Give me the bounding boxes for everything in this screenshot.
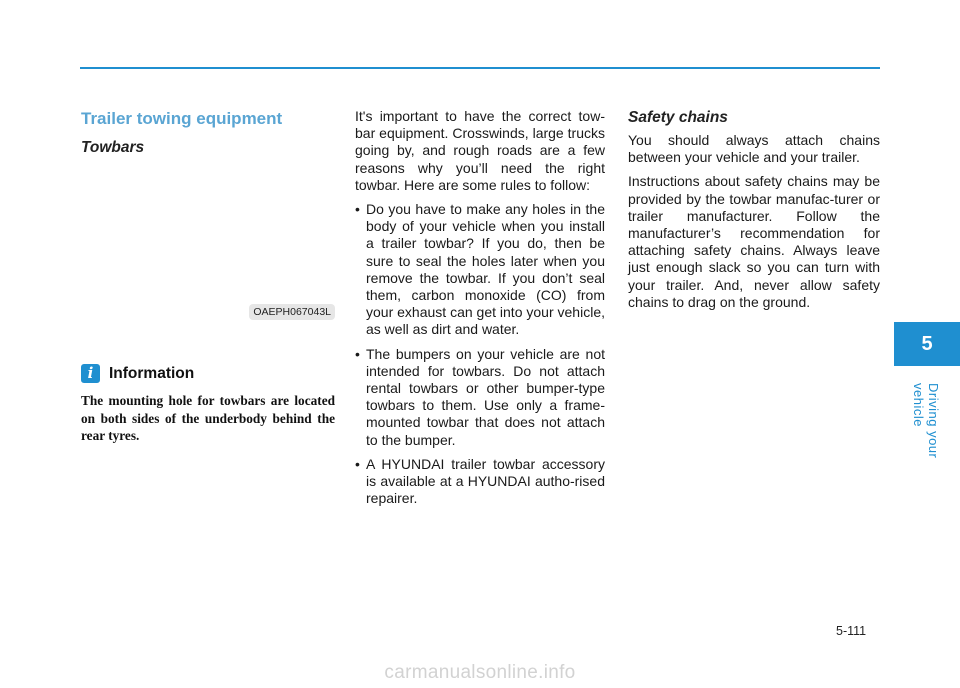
paragraph: Instructions about safety chains may be provided by the towbar manufac-turer or trailer manufacturer. Follow the manufacturer’s recommendation for attaching safety chains. Always leave just enough slack so you can turn with your trailer. And, never allow safety chains to drag on the ground.: [628, 173, 880, 310]
left-column: [81, 108, 335, 443]
header-rule: [80, 67, 880, 69]
watermark: carmanualsonline.info: [384, 662, 576, 683]
chapter-label: Driving your vehicle: [911, 383, 941, 459]
chapter-tab: 5: [894, 322, 960, 366]
section-title: Trailer towing equipment: [81, 109, 283, 128]
figure-code: OAEPH067043L: [249, 304, 335, 320]
rules-list: [355, 201, 605, 507]
info-icon: i: [81, 364, 100, 383]
info-title: Information: [109, 364, 195, 382]
page-number: 5-111: [836, 624, 867, 638]
info-text: The mounting hole for towbars are located on both sides of the underbody behind the rear tyres.: [81, 393, 335, 443]
list-item: • A HYUNDAI trailer towbar accessory is available at a HYUNDAI autho-rised repairer.: [355, 456, 605, 508]
middle-column: [355, 108, 605, 514]
intro-paragraph: It's important to have the correct tow-bar equipment. Crosswinds, large trucks going by, and rough roads are a few reasons why you’ll need the right towbar. Here are some rules to follow:: [355, 108, 605, 193]
info-heading: [81, 364, 194, 383]
list-item: • The bumpers on your vehicle are not intended for towbars. Do not attach rental towbars or other bumper-type towbars to them. Use only a frame-mounted towbar that does not attach to the bumper.: [355, 346, 605, 449]
subsection-title-safety-chains: Safety chains: [628, 109, 728, 126]
right-column: [628, 108, 880, 318]
list-item: • Do you have to make any holes in the body of your vehicle when you install a trailer towbar? If you do, then be sure to seal the holes later when you remove the towbar. If you don’t seal them, carbon monoxide (CO) from your exhaust can get into your vehicle, as well as dirt and water.: [355, 201, 605, 339]
paragraph: You should always attach chains between your vehicle and your trailer.: [628, 132, 880, 166]
subsection-title-towbars: Towbars: [81, 139, 145, 156]
